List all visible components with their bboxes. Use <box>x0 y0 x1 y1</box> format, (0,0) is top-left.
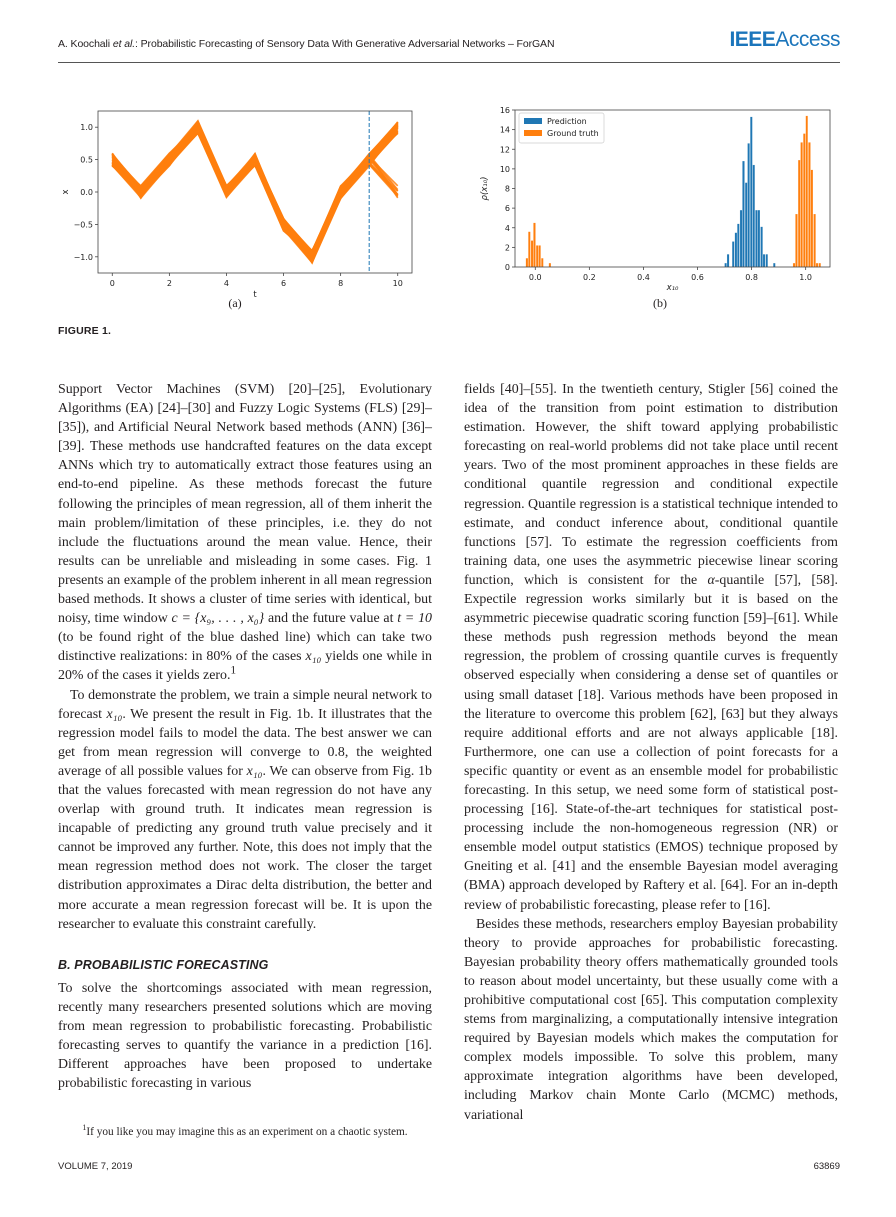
series-line-zero <box>112 124 397 259</box>
x-tick-label: 0.2 <box>582 273 596 282</box>
running-head <box>58 38 554 50</box>
series-line-one <box>112 123 397 254</box>
series-line-one <box>112 122 397 263</box>
legend <box>519 113 604 143</box>
histogram-bar <box>811 170 813 267</box>
series-line-one <box>112 123 397 252</box>
series-line-one <box>112 127 397 255</box>
histogram-bar <box>748 143 750 267</box>
series-line-zero <box>112 126 397 252</box>
x-tick-label: 0.4 <box>637 273 650 282</box>
page-header <box>58 28 840 58</box>
series-line-one <box>112 125 397 257</box>
histogram-bar <box>740 210 742 267</box>
x-tick-label: 0.0 <box>528 273 542 282</box>
histogram-bar <box>766 254 768 267</box>
series-line-zero <box>112 127 397 261</box>
legend-label: Prediction <box>547 117 587 126</box>
series-line-one <box>112 126 397 259</box>
footer-page-number: 63869 <box>813 1161 840 1172</box>
series-line-one <box>112 122 397 255</box>
histogram-bar <box>735 233 737 267</box>
figure-1b <box>470 100 840 300</box>
y-tick-label: 0.0 <box>80 188 93 197</box>
histogram-bar <box>536 245 538 267</box>
series-line-one <box>112 126 397 263</box>
x-tick-label: 0.8 <box>745 273 758 282</box>
histogram-bar <box>801 142 803 267</box>
y-tick-label: 0.5 <box>80 155 93 165</box>
series-line-one <box>112 126 397 258</box>
line-chart-a <box>55 100 415 300</box>
histogram-bar <box>750 117 752 267</box>
histogram-bar <box>531 241 533 267</box>
y-tick-label: 12 <box>499 145 510 155</box>
running-head-etal: et al. <box>112 38 136 50</box>
y-tick-label: 1.0 <box>80 123 93 133</box>
y-tick-label: 4 <box>504 223 510 233</box>
histogram-bar <box>816 263 818 267</box>
series-line-one <box>112 132 397 256</box>
series-line-one <box>112 128 397 250</box>
figure-1a <box>55 100 415 300</box>
x-tick-label: 8 <box>338 279 344 288</box>
series-line-one <box>112 128 397 254</box>
histogram-bar <box>793 263 795 267</box>
series-line-zero <box>112 126 397 259</box>
series-line-one <box>112 121 397 258</box>
histogram-chart-b <box>470 100 840 300</box>
histogram-bar <box>753 165 755 267</box>
series-prediction <box>725 117 776 267</box>
y-tick-label: −1.0 <box>73 252 93 262</box>
ieee-access-logo <box>729 28 840 52</box>
y-axis-label: x <box>61 189 71 195</box>
y-tick-label: 14 <box>499 125 510 135</box>
header-rule <box>58 62 840 63</box>
paragraph: To solve the shortcomings associated with mean regression, recently many researchers presented solutions which are moving from mean regression to probabilistic forecasting. Probabilistic forecasting serves to quantify the variance in a prediction [16]. Different approaches have been proposed to undertake probabilistic forecasting in various <box>58 980 432 1092</box>
series-line-one <box>112 132 397 261</box>
series-line-one <box>112 128 397 259</box>
histogram-bar <box>795 214 797 267</box>
x-tick-label: 4 <box>223 279 230 288</box>
y-tick-label: 6 <box>504 204 510 214</box>
legend-swatch <box>524 118 542 124</box>
y-tick-label: 16 <box>499 106 510 115</box>
series-line-one <box>112 125 397 251</box>
series-line-one <box>112 123 397 255</box>
series-line-zero <box>112 133 397 263</box>
y-tick-label: 8 <box>504 184 510 194</box>
y-tick-label: 10 <box>499 164 510 174</box>
running-head-title: : Probabilistic Forecasting of Sensory Data With Generative Adversarial Networks – ForGAN <box>135 38 555 50</box>
histogram-bar <box>526 258 528 267</box>
series-line-one <box>112 126 397 255</box>
paragraph: To demonstrate the problem, we train a simple neural network to forecast x₁₀. We present the result in Fig. 1b. It illustrates that the regression model fails to model the data. The best answer we can get from mean regression will converge to 0.8, the weighted average of all possible values for x₁₀. We can observe from Fig. 1b that the values forecasted with mean regression do not have any overlap with ground truth. It indicates mean regression is incapable of predicting any ground truth value precisely and it cannot be improved any further. Note, this does not imply that the mean regression method does not work. The closer the target distribution approximates a Dirac delta distribution, the better and more accurate a mean regression forecast will be. It is upon the researcher to evaluate this constraint carefully. <box>58 687 433 932</box>
series-line-one <box>112 124 397 251</box>
left-column <box>58 380 432 1093</box>
histogram-bar <box>737 224 739 267</box>
footnote: $^1$If you like you may imagine this as an experiment on a chaotic system. <box>82 1123 408 1138</box>
series-line-one <box>112 125 397 252</box>
running-head-authors: A. Koochali <box>58 38 113 50</box>
y-tick-label: 0 <box>504 263 510 272</box>
histogram-bar <box>725 263 727 267</box>
subcaption-b: (b) <box>653 296 667 310</box>
series-line-zero <box>112 124 397 254</box>
histogram-bar <box>808 142 810 267</box>
histogram-bar <box>732 241 734 267</box>
series-line-one <box>112 131 397 252</box>
series-line-one <box>112 127 397 253</box>
footnote-reference[interactable]: 1 <box>230 663 237 677</box>
histogram-bar <box>539 245 541 267</box>
logo-ieee: IEEE <box>729 28 776 51</box>
series-line-one <box>112 122 397 262</box>
series-line-one <box>112 125 397 257</box>
series-line-one <box>112 128 397 253</box>
series-line-one <box>112 124 397 257</box>
series-line-one <box>112 128 397 260</box>
series-line-one <box>112 122 397 251</box>
y-axis-label: ρ(x₁₀) <box>480 176 490 201</box>
x-tick-label: 0 <box>109 279 115 288</box>
x-tick-label: 1.0 <box>799 273 813 282</box>
series-line-one <box>112 131 397 261</box>
x-tick-label: 0.6 <box>691 273 704 282</box>
x-tick-label: 6 <box>280 279 287 288</box>
x-axis-label: t <box>253 290 257 300</box>
footer-volume: VOLUME 7, 2019 <box>58 1161 133 1172</box>
legend-label: Ground truth <box>547 129 599 138</box>
histogram-bar <box>528 232 530 267</box>
histogram-bar <box>758 210 760 267</box>
histogram-bar <box>533 223 535 267</box>
histogram-bar <box>727 254 729 267</box>
series-line-zero <box>112 124 397 260</box>
paragraph: Support Vector Machines (SVM) [20]–[25], Evolutionary Algorithms (EA) [24]–[30] and Fuzzy Logic Systems (FLS) [29]–[35]), and Artificial Neural Network based methods (ANN) [36]–[39]. These methods use handcrafted features on the data except ANNs which try to automatically extract those features using an end-to-end pipeline. As these methods forecast the future following the principles of mean regression, all of them inherit the main problem/limitation of these principles, i.e. they do not include the fluctuations around the mean value. Hence, their results can be unreliable and misleading in some cases. Fig. 1 presents an example of the problem inherent in all mean regression based methods. It shows a cluster of time series with identical, but noisy, time window c = {x₉, . . . , x₀} and the future value at t = 10 (to be found right of the blue dashed line) which can take two distinctive realizations: in 80% of the cases x₁₀ yields one while in 20% of the cases it yields zero.$^1$ <box>58 382 432 684</box>
y-tick-label: 2 <box>504 243 510 253</box>
paragraph: fields [40]–[55]. In the twentieth century, Stigler [56] coined the idea of the transition from point estimation to distribution estimation. However, the shift toward applying probabilistic forecasting on real-world problems did not take place until recent years. Two of the most prominent approaches in these fields are conditional quantile regression and conditional expectile regression. Quantile regression is a statistical technique intended to estimate, and conduct inference about, conditional quantile functions [57]. To estimate the regression coefficients from training data, one uses the asymmetric piecewise linear scoring function, which is consistent for the α-quantile [57], [58]. Expectile regression works similarly but it is based on the asymmetric piecewise quadratic scoring function [59]–[61]. While these methods push regression methods beyond the mean regression, the problem of crossing quantile curves is frequently observed especially when considering a dense set of quantiles or using small dataset [18]. Various methods have been proposed in the literature to overcome this problem [62], [63] but they always require additional efforts and are not always applicable [18]. Furthermore, one can use a collection of point forecasts for a specific quantity or event as an ensemble model for probabilistic forecasting. In this setup, we need some form of statistical post-processing [16]. State-of-the-art techniques for statistical post-processing include the non-homogeneous regression (NR) or ensemble model output statistics (EMOS) technique proposed by Gneiting et al. [41] and the ensemble Bayesian model averaging (BMA) approach developed by Raftery et al. [64]. For an in-depth review of probabilistic forecasting, please refer to [16]. <box>464 382 838 913</box>
histogram-bar <box>819 263 821 267</box>
histogram-bar <box>745 183 747 267</box>
paragraph: Besides these methods, researchers employ Bayesian probability theory to provide approaches for probabilistic forecasting. Bayesian probability theory offers mathematically grounded tools to reason about model uncertainty, but these usually come with a prohibitive computational cost [65]. This computation complexity stems from marginalizing, a computationally intensive integration required by Bayesian models which makes the computation for complex models impossible. To solve this problem, many approximate integration algorithms have been developed, including Markov chain Monte Carlo (MCMC) methods, variational <box>464 916 838 1123</box>
histogram-bar <box>806 116 808 267</box>
histogram-bar <box>814 214 816 267</box>
histogram-bar <box>755 210 757 267</box>
series-line-one <box>112 123 397 262</box>
histogram-bar <box>761 227 763 267</box>
x-tick-label: 2 <box>166 279 172 288</box>
series-line-zero <box>112 122 397 256</box>
series-line-one <box>112 122 397 251</box>
right-column <box>464 380 838 1125</box>
series-line-one <box>112 126 397 259</box>
series-line-one <box>112 125 397 254</box>
histogram-bar <box>798 160 800 267</box>
series-line-one <box>112 121 397 260</box>
histogram-bar <box>541 258 543 267</box>
logo-access: Access <box>775 28 840 51</box>
legend-swatch <box>524 130 542 136</box>
section-heading: B. PROBABILISTIC FORECASTING <box>58 957 269 972</box>
series-line-one <box>112 122 397 258</box>
series-group <box>112 121 397 263</box>
series-line-one <box>112 132 397 256</box>
x-axis-label: x₁₀ <box>666 283 679 293</box>
series-line-one <box>112 126 397 261</box>
series-line-zero <box>112 131 397 253</box>
figure-label: FIGURE 1. <box>58 325 112 337</box>
histogram-bar <box>742 161 744 267</box>
subcaption-a: (a) <box>228 296 242 310</box>
histogram-bar <box>773 263 775 267</box>
series-line-zero <box>112 122 397 250</box>
series-line-one <box>112 127 397 259</box>
y-tick-label: −0.5 <box>73 220 93 230</box>
histogram-bar <box>763 254 765 267</box>
series-line-one <box>112 128 397 256</box>
series-line-one <box>112 123 397 253</box>
histogram-bar <box>803 134 805 267</box>
histogram-bar <box>549 263 551 267</box>
x-tick-label: 10 <box>392 279 403 288</box>
series-line-zero <box>112 132 397 258</box>
series-line-zero <box>112 127 397 253</box>
